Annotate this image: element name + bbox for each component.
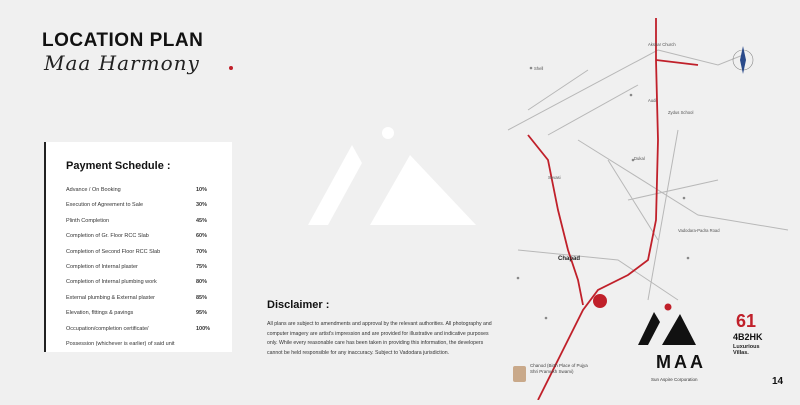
row-label: Possession (whichever is earlier) of said unit <box>66 340 175 347</box>
row-label: Occupation/completion certificate/ <box>66 325 149 332</box>
row-label: Elevation, flttings & pavings <box>66 310 134 317</box>
row-percent: 85% <box>196 294 208 301</box>
payment-row <box>66 199 226 214</box>
map-label-audi: Audi <box>648 98 657 103</box>
row-percent: 30% <box>196 202 208 209</box>
payment-row <box>66 307 226 322</box>
row-label: Completion of Internal plumbing work <box>66 279 157 286</box>
developer-name: Sun Aspire Corporation <box>651 377 698 382</box>
map-label-school: Zydus School <box>668 110 694 115</box>
row-percent: 100% <box>196 325 211 332</box>
payment-row <box>66 261 226 276</box>
row-label: External plumbing & External plaster <box>66 294 155 301</box>
row-percent: 60% <box>196 233 208 240</box>
page-number: 14 <box>772 376 784 387</box>
payment-row <box>66 184 226 199</box>
row-percent: 70% <box>196 248 208 255</box>
svg-text:MAA: MAA <box>656 352 706 372</box>
payment-rows <box>66 184 226 353</box>
row-label: Plinth Completion <box>66 217 110 224</box>
map-label-sevasi: Sevasi <box>548 175 561 180</box>
watermark-logo <box>300 105 500 235</box>
payment-row <box>66 215 226 230</box>
map-label-chapad: Chapad <box>558 256 581 262</box>
row-label: Execution of Agreement to Sale <box>66 202 144 209</box>
row-label: Completion of Second Floor RCC Slab <box>66 248 161 255</box>
row-percent: 45% <box>196 217 208 224</box>
payment-row <box>66 276 226 291</box>
row-percent: 95% <box>196 310 208 317</box>
payment-row <box>66 230 226 245</box>
accent-dot <box>229 66 233 70</box>
map-label-shell: Shell <box>534 66 544 71</box>
payment-row <box>66 246 226 261</box>
birthplace-caption: Chanod (Birth Place of Pujya Shri Pramukh Swami) <box>530 363 588 374</box>
map-label-road: Vadodara-Padra Road <box>678 228 720 233</box>
page-title: LOCATION PLAN <box>42 30 204 51</box>
project-script-name: Maa Harmony <box>44 51 200 75</box>
payment-row <box>66 323 226 338</box>
swami-photo <box>513 366 526 382</box>
disclaimer-heading: Disclaimer : <box>267 299 330 311</box>
row-percent: 10% <box>196 187 208 193</box>
payment-schedule-heading: Payment Schedule : <box>66 160 171 172</box>
villa-count: 61 <box>736 311 757 331</box>
payment-row <box>66 338 226 353</box>
row-label: Completion of Gr. Floor RCC Slab <box>66 233 149 240</box>
row-percent: 75% <box>196 263 208 270</box>
payment-schedule-card <box>44 142 232 352</box>
disclaimer-text: All plans are subject to amendments and approval by the relevant authorities. All photography and computer imagery are artist's impression and are provided for illustrative and indicative purposes only. While every reasonable care has been taken in providing this information, the developers cannot be held responsible for any inaccuracy. Subject to Vadodara jurisdiction. <box>267 321 492 356</box>
villa-config: 4B2HK <box>733 332 763 342</box>
row-percent: 80% <box>196 279 208 286</box>
maa-logo <box>636 300 726 375</box>
map-label-temple: Dukal <box>634 156 645 161</box>
map-label-church: Akshar Church <box>648 42 676 47</box>
row-label: Advance / On Booking <box>66 187 121 193</box>
row-label: Completion of Internal plaster <box>66 263 138 270</box>
villa-type: Luxurious Villas. <box>733 344 760 356</box>
payment-row <box>66 292 226 307</box>
